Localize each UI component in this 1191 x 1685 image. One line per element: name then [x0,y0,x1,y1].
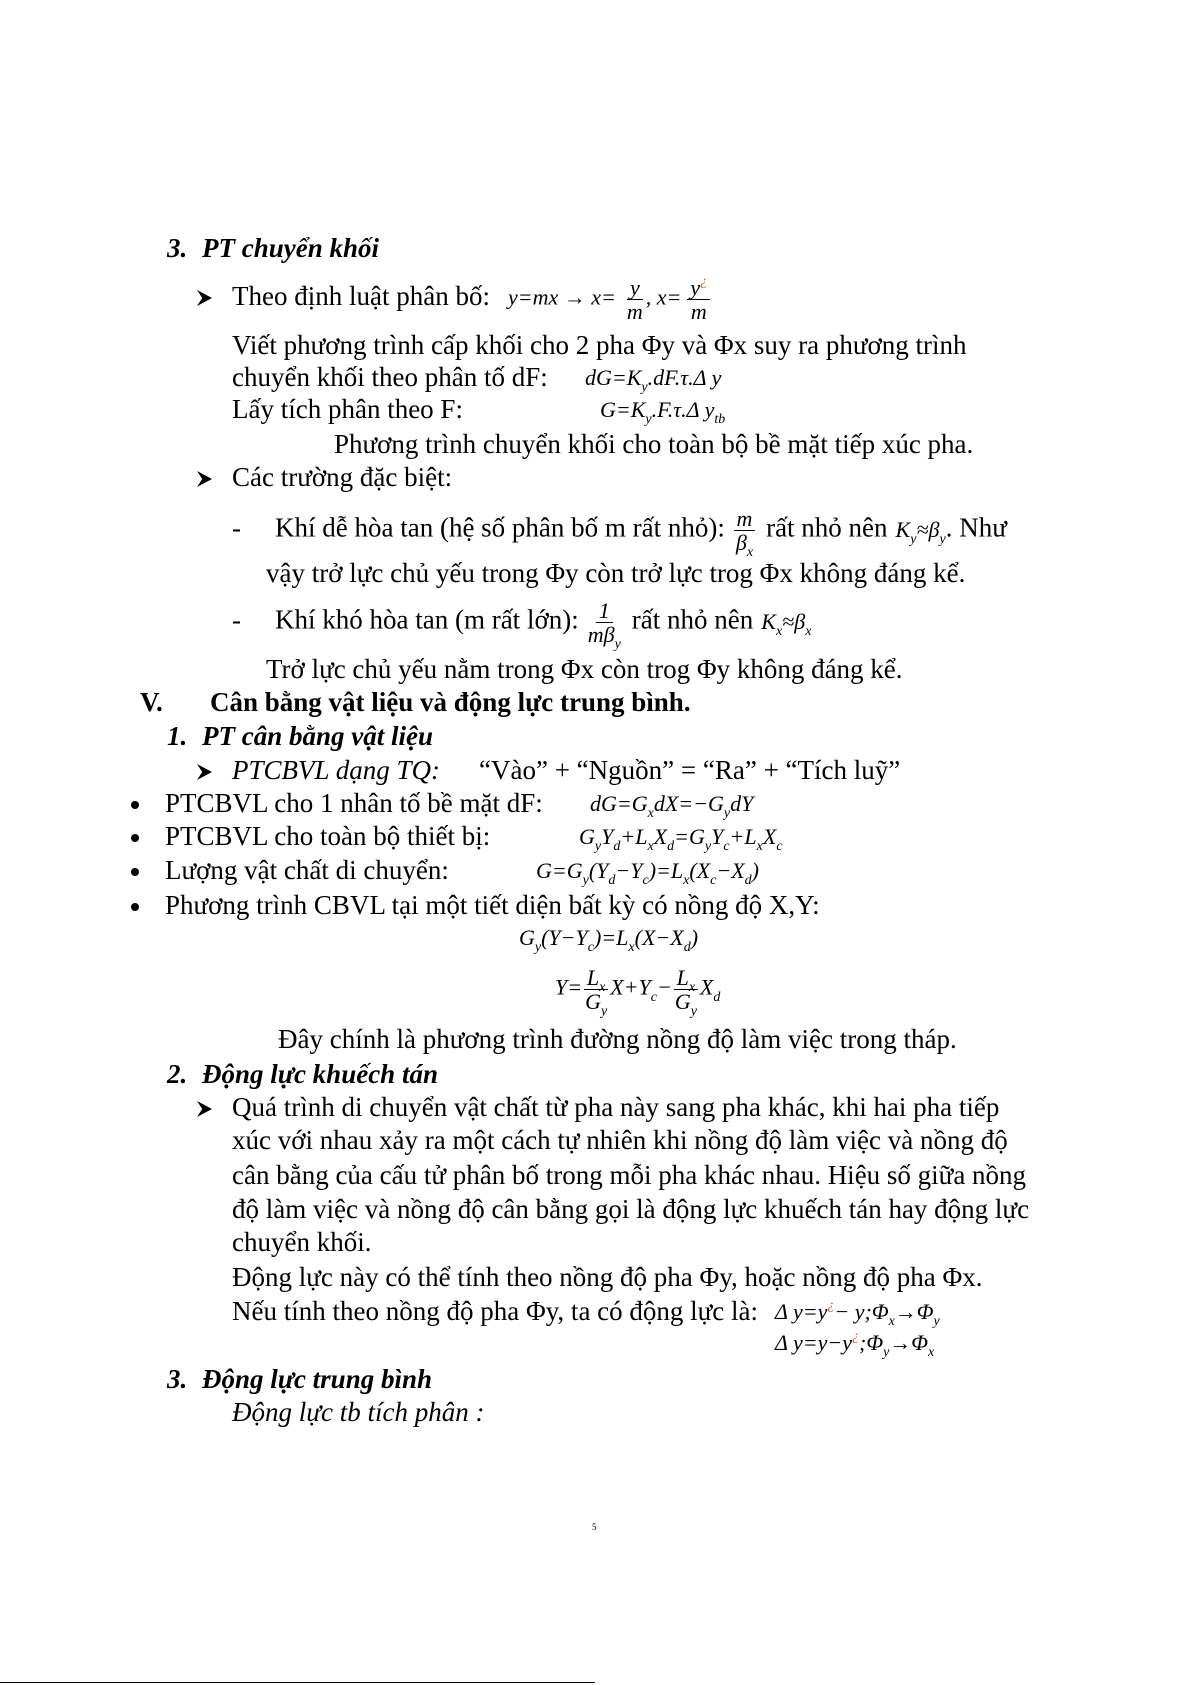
bullet-icon [131,800,165,810]
section-number: 2. [167,1059,188,1089]
operating-line-formula [555,965,721,1019]
section-title: Động lực khuếch tán [202,1059,438,1089]
subscript: c [723,839,730,854]
formula-term: y=mx [508,284,559,310]
total-transfer-formula [600,394,725,426]
case-tail-text: . Như [945,512,1007,543]
fraction [687,276,710,323]
subscript: x [775,623,783,639]
chapter-v-heading [140,686,691,718]
formula-term: Δ y=y [775,1299,828,1324]
formula-term: x= [591,284,616,310]
formula-term: ) [751,858,759,883]
numerator [687,276,710,300]
section-number: 3. [167,233,188,263]
formula-term: K [895,516,911,542]
formula-term: − y;Φ [834,1299,889,1324]
soluble-gas-case [232,506,1007,560]
subscript: d [713,989,721,1005]
formula-term: G=G [536,858,583,883]
list-item-text: Phương trình CBVL tại một tiết diện bất kỳ có nồng độ X,Y: [165,890,820,920]
subscript: c [710,873,717,888]
formula-term: G [579,824,595,849]
formula-term: , [645,284,657,310]
subscript: x [683,873,690,888]
subscript: y [939,531,946,547]
list-item-text: PTCBVL cho toàn bộ thiết bị: [165,821,491,851]
distribution-law-item [197,280,490,312]
formula-term: X [699,974,714,1000]
denominator: m [626,299,643,324]
formula-term: X [653,824,668,849]
subscript: x [647,839,654,854]
subscript: y [641,380,648,395]
subscript: d [608,873,616,888]
distribution-law-formula [508,276,710,323]
element-balance-formula [590,788,753,820]
approximation-formula [761,608,812,639]
superscript: ¿ [827,1298,835,1313]
general-balance-equation: “Vào” + “Nguồn” = “Ra” + “Tích luỹ” [479,755,901,785]
formula-term: dG=K [585,365,642,390]
approximation-formula [895,516,946,547]
formula-term: → [558,284,592,310]
denominator: m [690,299,707,324]
insoluble-gas-continuation: Trở lực chủ yếu nằm trong Φx còn trog Φy không đáng kể. [266,654,903,684]
arrow-bullet-icon [197,471,232,487]
formula-term: →Φ [889,1330,929,1355]
subscript: y [933,1314,940,1329]
formula-term: )=L [648,858,684,883]
formula-term: (Y−Y [541,925,588,950]
formula-term: +L [729,824,757,849]
subscript: y [645,412,652,427]
list-item [131,820,490,852]
formula-term: Y [711,824,724,849]
formula-term: (X [689,858,711,883]
numerator: m [734,507,756,531]
equipment-balance-formula [579,821,783,853]
formula-term: mβ [587,622,615,647]
arrow-bullet-icon [197,764,232,780]
paragraph-text: Quá trình di chuyển vật chất từ pha này sang pha khác, khi hai pha tiếp [232,1092,1000,1122]
numerator: 1 [596,599,613,623]
section-number: 3. [167,1364,188,1394]
formula-term: Y [601,824,614,849]
element-transfer-formula [585,362,721,394]
derivation-line-2: chuyển khối theo phân tố dF: [232,362,548,392]
fraction [672,965,700,1019]
footer-rule [0,1682,595,1683]
soluble-gas-continuation: vậy trở lực chủ yếu trong Φy còn trở lực trog Φx không đáng kể. [266,558,966,588]
section-3-heading [167,232,379,264]
subscript: x [628,940,635,955]
formula-term: .F.τ.Δ y [651,397,715,422]
formula-term: y [690,275,701,300]
list-item [131,854,449,886]
special-cases-label: Các trường đặc biệt: [232,462,453,492]
formula-term: G=K [600,397,646,422]
formula-term: Y= [555,974,583,1000]
formula-term: +L [620,824,648,849]
denominator [582,989,610,1019]
subscript: y [704,839,712,854]
formula-term: .dF.τ.Δ y [647,365,722,390]
arrow-bullet-icon [197,290,232,306]
formula-term: −Y [615,858,643,883]
section-title: PT chuyển khối [202,233,380,263]
list-item-text: Lượng vật chất di chuyển: [165,855,449,885]
subscript: y [910,531,917,547]
general-balance-label: PTCBVL dạng TQ: [232,755,441,785]
formula-term: X [762,824,777,849]
formula-term: ;Φ [859,1330,884,1355]
denominator [585,622,624,652]
driving-force-paragraph-line: chuyển khối. [232,1227,372,1257]
case-text: Khí dễ hòa tan (hệ số phân bố m rất nhỏ): [275,512,725,543]
formula-term: L [676,965,689,990]
distribution-law-label: Theo định luật phân bố: [232,281,490,311]
formula-term: ) [690,925,699,950]
subscript: y [883,1345,890,1360]
formula-term: − [656,974,672,1000]
chapter-number: V. [140,687,163,717]
fraction [585,598,624,652]
derivation-line-3: Lấy tích phân theo F: [232,394,463,424]
subscript: tb [714,412,726,427]
general-balance-item [197,754,440,786]
formula-term: X+Y [610,974,651,1000]
subscript: x [746,545,754,560]
formula-term: →Φ [894,1299,934,1324]
subscript: d [683,940,691,955]
driving-force-paragraph-line [197,1091,999,1123]
subscript: x [805,623,812,639]
formula-term: G [585,989,601,1014]
driving-force-paragraph-line: xúc với nhau xảy ra một cách tự nhiên khi nồng độ làm việc và nồng độ [232,1125,1008,1155]
formula-term: G [519,925,535,950]
subscript: x [928,1345,935,1360]
driving-force-basis: Động lực này có thể tính theo nồng độ pha Φy, hoặc nồng độ pha Φx. [232,1262,983,1292]
superscript: ¿ [700,274,708,289]
formula-term: Δ y=y−y [775,1330,852,1355]
numerator [674,965,698,995]
subscript: c [650,989,657,1005]
derivation-line-1: Viết phương trình cấp khối cho 2 pha Φy và Φx suy ra phương trình [232,330,967,360]
formula-term: (X−X [634,925,684,950]
denominator [672,989,700,1019]
list-marker: - [232,604,241,635]
formula-term: K [761,608,776,634]
subscript: x [647,806,654,821]
insoluble-gas-case [232,598,812,652]
subscript: y [600,1004,608,1019]
formula-term: −X [716,858,745,883]
transferred-mass-formula [536,855,759,887]
driving-force-formula-x [775,1327,934,1359]
formula-term: dY [730,791,754,816]
section-title: Động lực trung bình [202,1364,433,1394]
case-middle-text: rất nhỏ nên [766,512,888,543]
driving-force-formula-y [775,1296,940,1328]
formula-term: dG=G [590,791,648,816]
subscript: x [688,980,696,995]
subscript: y [534,940,542,955]
bullet-icon [131,902,165,912]
driving-force-paragraph-line: độ làm việc và nồng độ cân bằng gọi là động lực khuếch tán hay động lực [232,1194,1030,1224]
formula-term: )=L [593,925,629,950]
formula-term: =G [674,824,705,849]
special-cases-item [197,461,452,493]
subscript: d [744,873,752,888]
subscript: y [594,839,602,854]
subscript: x [756,839,763,854]
list-item [131,889,820,921]
subscript: x [599,980,606,995]
fraction [582,965,610,1019]
fraction [733,506,756,560]
subscript: c [776,839,783,854]
driving-force-paragraph-line: cân bằng của cấu tử phân bố trong mỗi pha khác nhau. Hiệu số giữa nồng [232,1160,1027,1190]
list-item [131,787,543,819]
numerator [584,965,608,995]
driving-force-heading [167,1058,438,1090]
subscript: c [642,873,649,888]
subscript: c [587,940,594,955]
formula-term: x= [656,284,682,310]
formula-term: G [674,989,691,1014]
subscript: d [613,839,621,854]
derivation-conclusion: Phương trình chuyển khối cho toàn bộ bề mặt tiếp xúc pha. [334,429,974,459]
average-driving-force-subtitle: Động lực tb tích phân : [232,1397,485,1427]
list-item-text: PTCBVL cho 1 nhân tố bề mặt dF: [165,788,543,818]
average-driving-force-heading [167,1363,432,1395]
case-text: Khí khó hòa tan (m rất lớn): [275,604,579,635]
bullet-icon [131,833,165,843]
list-marker: - [232,512,241,543]
subscript: y [690,1004,697,1019]
formula-term: ≈β [782,608,806,634]
case-middle-text: rất nhỏ nên [631,604,754,635]
section-title: PT cân bằng vật liệu [202,721,433,751]
superscript: ¿ [852,1329,859,1344]
section-number: 1. [167,721,188,751]
formula-term: L [586,965,600,990]
formula-term: (Y [588,858,609,883]
cross-section-balance-formula [519,922,698,954]
subscript: x [888,1314,895,1329]
subscript: y [723,806,731,821]
denominator [733,530,756,560]
numerator: y [627,276,643,300]
subscript: y [582,873,589,888]
subscript: y [614,637,621,652]
material-balance-heading [167,720,433,752]
page-number: 5 [592,1522,597,1532]
chapter-title: Cân bằng vật liệu và động lực trung bình. [210,687,691,717]
fraction [624,276,646,323]
arrow-bullet-icon [197,1101,232,1117]
subscript: d [667,839,675,854]
formula-term: ≈β [916,516,940,542]
formula-term: dX=−G [653,791,724,816]
phase-y-driving-force-label: Nếu tính theo nồng độ pha Φy, ta có động lực là: [232,1296,759,1326]
bullet-icon [131,867,165,877]
formula-term: β [735,530,747,555]
operating-line-note: Đây chính là phương trình đường nồng độ làm việc trong tháp. [278,1024,957,1054]
